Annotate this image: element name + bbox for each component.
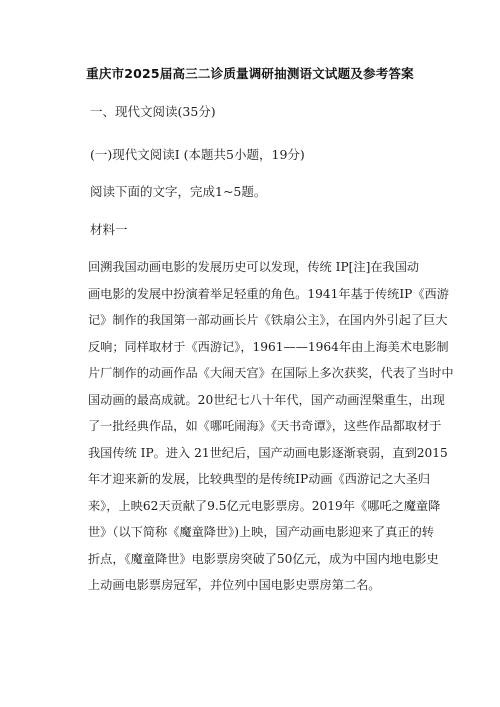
paragraph-line: 来》，上映62天贡献了9.5亿元电影票房。2019年《哪吒之魔童降 <box>88 498 441 513</box>
paragraph-line: 了一批经典作品，如《哪吒闹海》《天书奇谭》，这些作品都取材于 <box>88 419 442 433</box>
paragraph-line: 世》（以下简称《魔童降世》)上映，国产动画电影迎来了真正的转 <box>88 525 434 539</box>
paragraph-line: 反响；同样取材于《西游记》，1961——1964年由上海美术电影制 <box>88 339 449 354</box>
material-label: 材料一 <box>90 222 128 237</box>
paragraph-line: 折点，《魔童降世》电影票房突破了50亿元，成为中国内地电影史 <box>88 551 439 566</box>
paragraph-line: 国动画的最高成就。20世纪七八十年代，国产动画涅槃重生，出现 <box>88 392 445 407</box>
subsection-heading: (一)现代文阅读Ⅰ (本题共5小题，19分) <box>90 147 305 162</box>
section-heading: 一、现代文阅读(35分) <box>90 104 216 119</box>
reading-instruction: 阅读下面的文字，完成1~5题。 <box>90 184 267 199</box>
paragraph-line: 回溯我国动画电影的发展历史可以发现，传统 IP[注]在我国动 <box>88 260 420 274</box>
paragraph-line: 画电影的发展中扮演着举足轻重的角色。1941年基于传统IP《西游 <box>88 286 449 301</box>
paragraph-line: 年才迎来新的发展，比较典型的是传统IP动画《西游记之大圣归 <box>88 472 431 486</box>
document-title: 重庆市2025届高三二诊质量调研抽测语文试题及参考答案 <box>86 66 414 81</box>
paragraph-line: 记》制作的我国第一部动画长片《铁扇公主》，在国内外引起了巨大 <box>88 313 448 327</box>
paragraph-line: 上动画电影票房冠军，并位列中国电影史票房第二名。 <box>88 578 381 592</box>
paragraph-line: 片厂制作的动画作品《大闹天宫》在国际上多次获奖，代表了当时中 <box>88 366 454 380</box>
material-paragraph <box>88 254 454 599</box>
paragraph-line: 我国传统 IP。进入 21世纪后，国产动画电影逐渐衰弱，直到2015 <box>88 445 448 460</box>
